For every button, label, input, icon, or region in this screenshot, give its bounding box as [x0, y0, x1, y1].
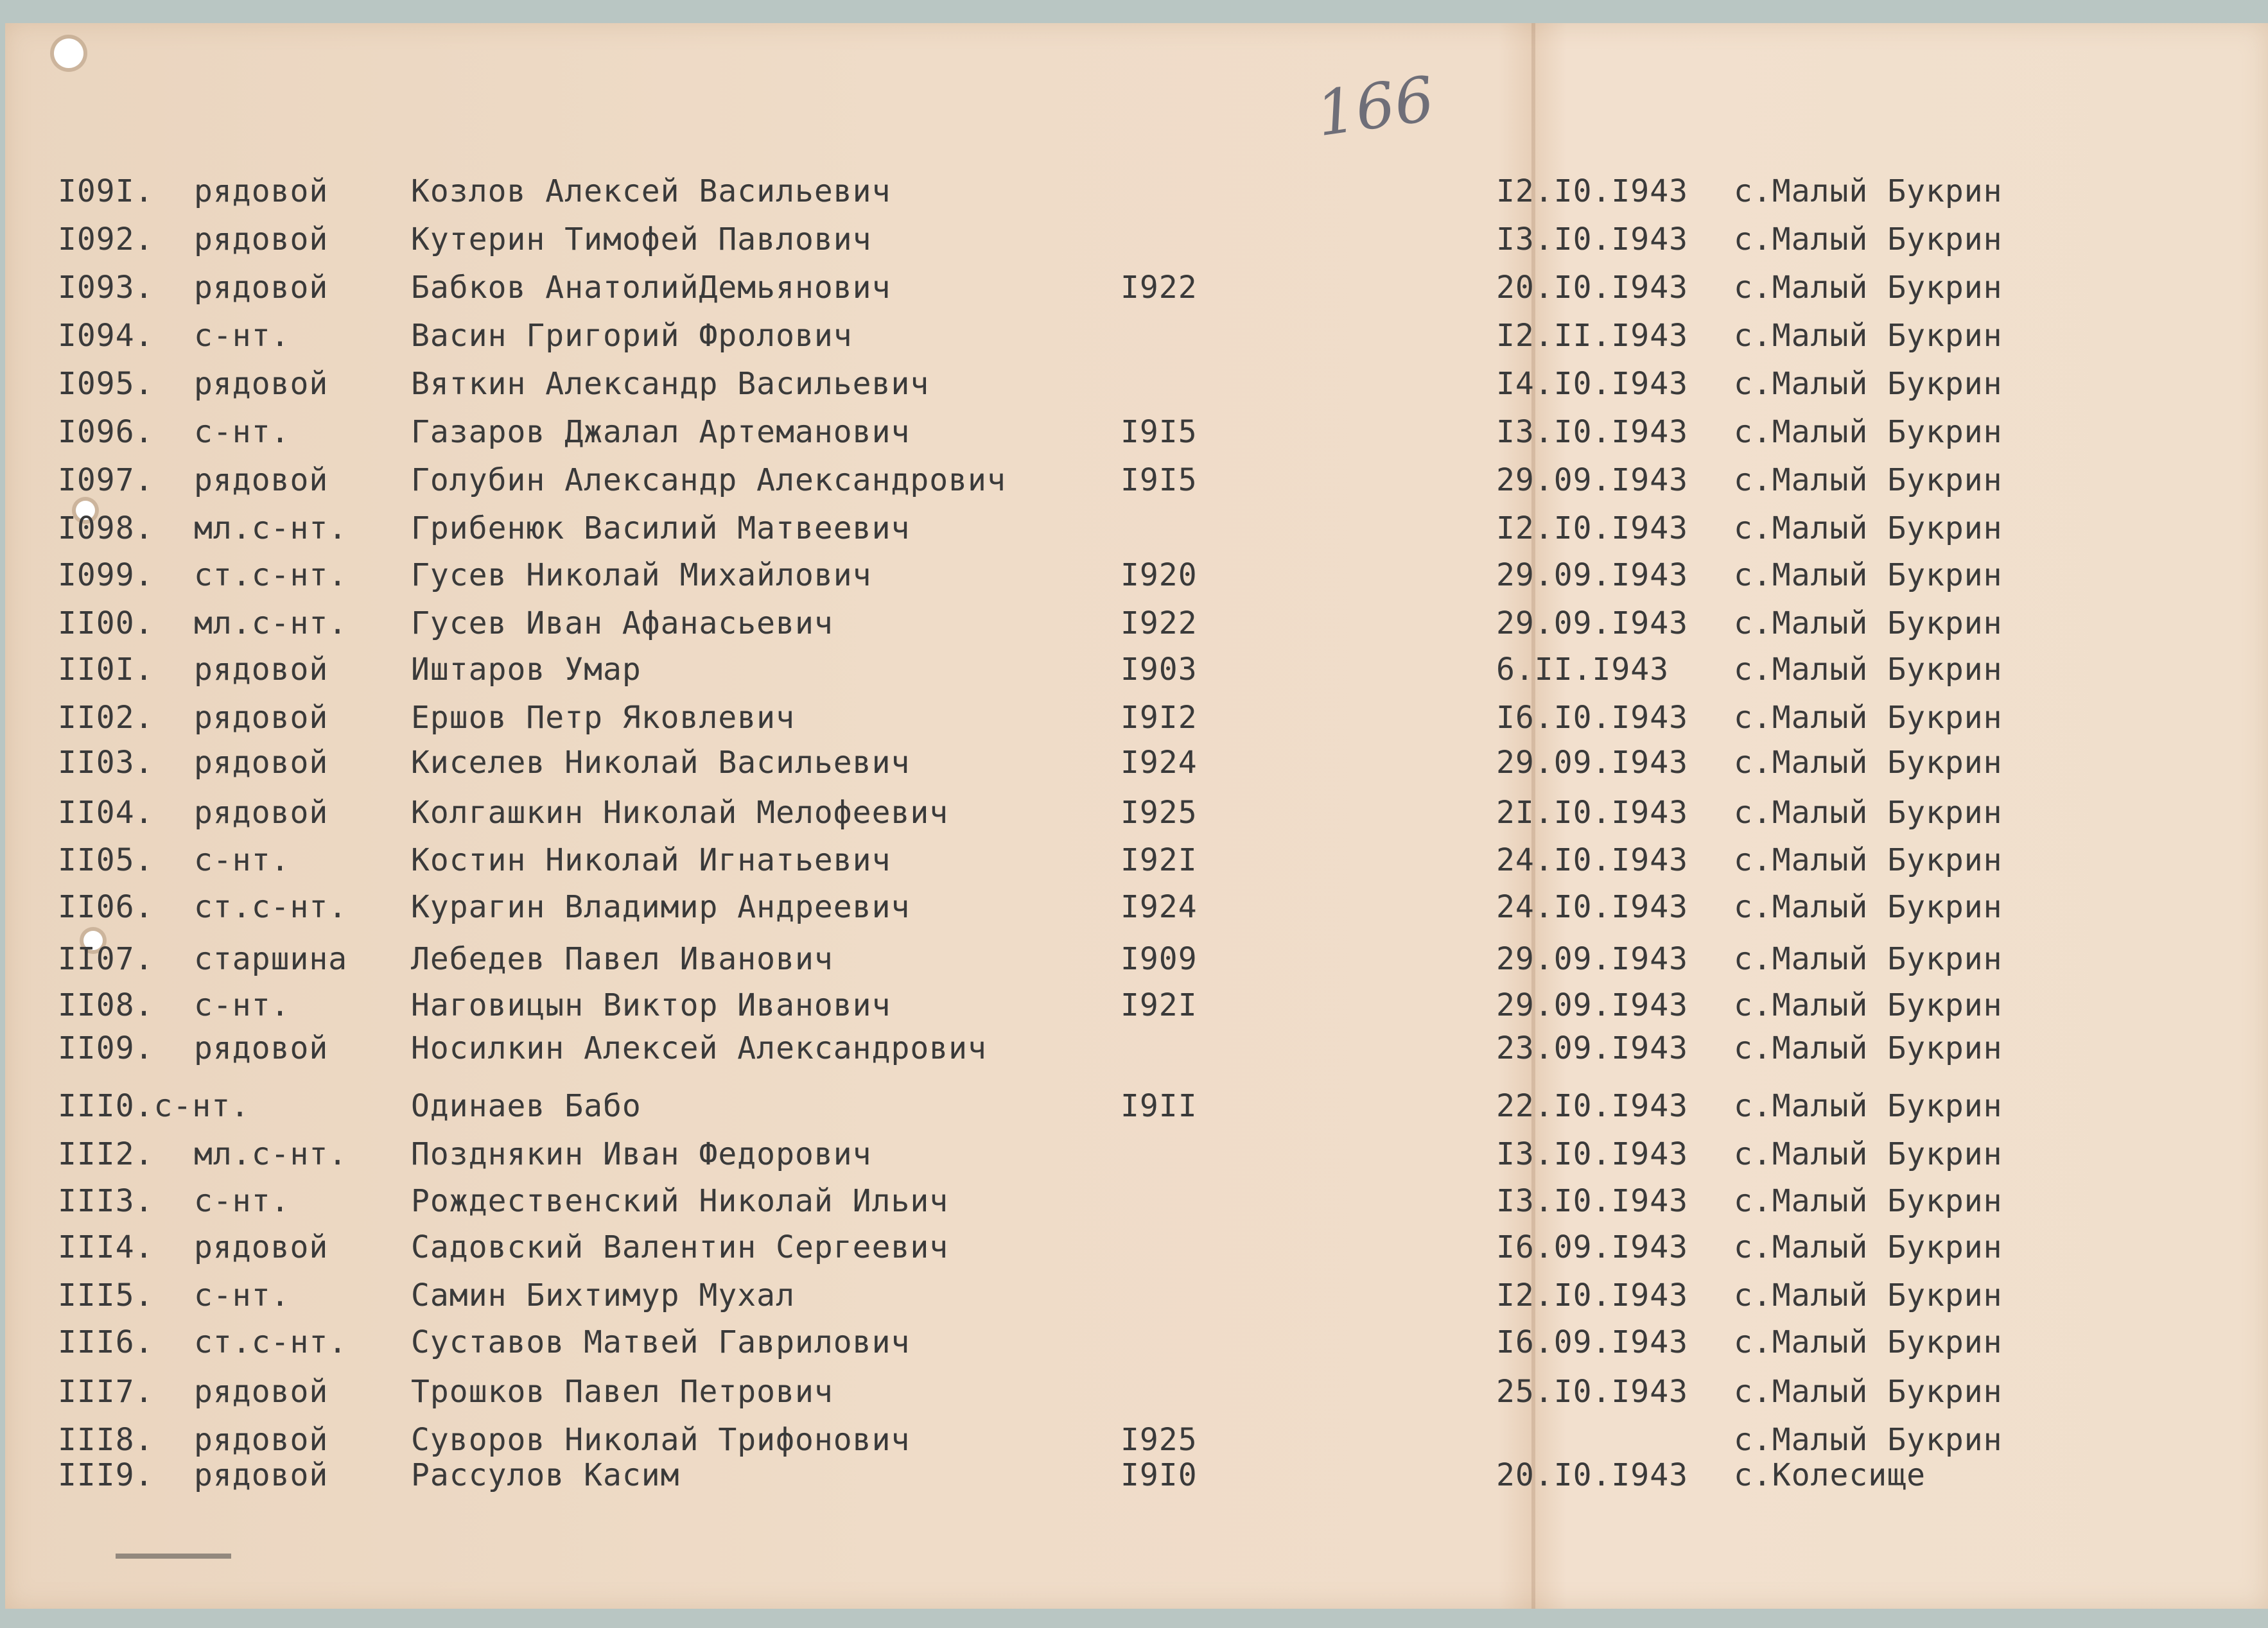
entry-date: 23.09.I943 — [1496, 1030, 1688, 1066]
entry-name: Кутерин Тимофей Павлович — [411, 221, 872, 257]
entry-place: с.Малый Букрин — [1734, 652, 2003, 688]
entry-birth-year: I9I0 — [1121, 1457, 1198, 1493]
entry-place: с.Малый Букрин — [1734, 1030, 2003, 1066]
entry-name: Киселев Николай Васильевич — [411, 745, 911, 781]
entry-number: III0.с-нт. — [58, 1088, 250, 1124]
entry-rank: рядовой — [194, 173, 329, 209]
entry-birth-year: I924 — [1121, 889, 1198, 925]
entry-date: 29.09.I943 — [1496, 941, 1688, 977]
entry-place: с.Малый Букрин — [1734, 1088, 2003, 1124]
entry-birth-year: I9I2 — [1121, 700, 1198, 736]
entry-name: Васин Григорий Фролович — [411, 318, 853, 354]
entry-rank: рядовой — [194, 1030, 329, 1066]
entry-rank: мл.с-нт. — [194, 605, 348, 641]
entry-name: Лебедев Павел Иванович — [411, 941, 833, 977]
entry-rank: с-нт. — [194, 987, 290, 1023]
entry-birth-year: I92I — [1121, 842, 1198, 878]
entry-rank: мл.с-нт. — [194, 1136, 348, 1172]
entry-name: Колгашкин Николай Мелофеевич — [411, 795, 949, 831]
entry-birth-year: I920 — [1121, 557, 1198, 593]
entry-rank: рядовой — [194, 1374, 329, 1410]
punch-hole — [54, 39, 83, 68]
entry-name: Козлов Алексей Васильевич — [411, 173, 891, 209]
entry-number: II08. — [58, 987, 154, 1023]
entry-birth-year: I909 — [1121, 941, 1198, 977]
entry-place: с.Малый Букрин — [1734, 462, 2003, 498]
entry-date: I6.09.I943 — [1496, 1324, 1688, 1360]
entry-place: с.Малый Букрин — [1734, 889, 2003, 925]
entry-place: с.Малый Букрин — [1734, 842, 2003, 878]
entry-number: I095. — [58, 366, 154, 402]
entry-name: Грибенюк Василий Матвеевич — [411, 510, 911, 546]
entry-name: Наговицын Виктор Иванович — [411, 987, 891, 1023]
entry-date: 24.I0.I943 — [1496, 889, 1688, 925]
entry-date: I3.I0.I943 — [1496, 1136, 1688, 1172]
entry-name: Рассулов Касим — [411, 1457, 680, 1493]
entry-date: 20.I0.I943 — [1496, 270, 1688, 306]
entry-date: I2.I0.I943 — [1496, 510, 1688, 546]
entry-number: II09. — [58, 1030, 154, 1066]
entry-rank: ст.с-нт. — [194, 889, 348, 925]
entry-number: II06. — [58, 889, 154, 925]
entry-date: 29.09.I943 — [1496, 462, 1688, 498]
entry-name: Курагин Владимир Андреевич — [411, 889, 911, 925]
entry-name: Бабков АнатолийДемьянович — [411, 270, 891, 306]
entry-name: Самин Бихтимур Мухал — [411, 1277, 795, 1313]
entry-place: с.Малый Букрин — [1734, 941, 2003, 977]
entry-birth-year: I9II — [1121, 1088, 1198, 1124]
entry-name: Гусев Иван Афанасьевич — [411, 605, 833, 641]
entry-rank: рядовой — [194, 652, 329, 688]
entry-birth-year: I903 — [1121, 652, 1198, 688]
entry-rank: рядовой — [194, 745, 329, 781]
entry-place: с.Малый Букрин — [1734, 1374, 2003, 1410]
entry-number: I09I. — [58, 173, 154, 209]
entry-number: III6. — [58, 1324, 154, 1360]
entry-date: 25.I0.I943 — [1496, 1374, 1688, 1410]
entry-rank: мл.с-нт. — [194, 510, 348, 546]
entry-place: с.Малый Букрин — [1734, 795, 2003, 831]
entry-place: с.Малый Букрин — [1734, 221, 2003, 257]
entry-date: 20.I0.I943 — [1496, 1457, 1688, 1493]
entry-date: I3.I0.I943 — [1496, 414, 1688, 450]
entry-number: I098. — [58, 510, 154, 546]
entry-date: 2I.I0.I943 — [1496, 795, 1688, 831]
entry-place: с.Малый Букрин — [1734, 318, 2003, 354]
entry-name: Суставов Матвей Гаврилович — [411, 1324, 911, 1360]
entry-number: III2. — [58, 1136, 154, 1172]
entry-date: I6.I0.I943 — [1496, 700, 1688, 736]
entry-number: III5. — [58, 1277, 154, 1313]
entry-place: с.Малый Букрин — [1734, 745, 2003, 781]
entry-place: с.Малый Букрин — [1734, 414, 2003, 450]
entry-place: с.Малый Букрин — [1734, 987, 2003, 1023]
entry-place: с.Малый Букрин — [1734, 366, 2003, 402]
entry-number: I099. — [58, 557, 154, 593]
entry-number: III9. — [58, 1457, 154, 1493]
entry-place: с.Малый Букрин — [1734, 1324, 2003, 1360]
entry-name: Суворов Николай Трифонович — [411, 1422, 911, 1458]
entry-rank: рядовой — [194, 700, 329, 736]
entry-date: I6.09.I943 — [1496, 1229, 1688, 1265]
entry-rank: ст.с-нт. — [194, 1324, 348, 1360]
entry-name: Газаров Джалал Артеманович — [411, 414, 911, 450]
entry-number: II07. — [58, 941, 154, 977]
entry-rank: рядовой — [194, 1457, 329, 1493]
entry-place: с.Малый Букрин — [1734, 1183, 2003, 1219]
entry-place: с.Малый Букрин — [1734, 557, 2003, 593]
entry-rank: ст.с-нт. — [194, 557, 348, 593]
entry-rank: рядовой — [194, 1229, 329, 1265]
entry-date: 29.09.I943 — [1496, 745, 1688, 781]
entry-rank: с-нт. — [194, 318, 290, 354]
entry-place: с.Колесище — [1734, 1457, 1926, 1493]
entry-date: 29.09.I943 — [1496, 987, 1688, 1023]
ink-smudge — [116, 1554, 231, 1559]
entry-name: Одинаев Бабо — [411, 1088, 641, 1124]
entry-place: с.Малый Букрин — [1734, 1422, 2003, 1458]
entry-number: II05. — [58, 842, 154, 878]
entry-name: Гусев Николай Михайлович — [411, 557, 872, 593]
entry-number: III7. — [58, 1374, 154, 1410]
entry-number: III4. — [58, 1229, 154, 1265]
entry-number: I094. — [58, 318, 154, 354]
entry-birth-year: I9I5 — [1121, 462, 1198, 498]
entry-place: с.Малый Букрин — [1734, 1277, 2003, 1313]
entry-name: Рождественский Николай Ильич — [411, 1183, 949, 1219]
entry-date: I2.I0.I943 — [1496, 173, 1688, 209]
entry-number: III3. — [58, 1183, 154, 1219]
entry-name: Ершов Петр Яковлевич — [411, 700, 795, 736]
entry-rank: с-нт. — [194, 842, 290, 878]
entry-name: Садовский Валентин Сергеевич — [411, 1229, 949, 1265]
entry-date: 29.09.I943 — [1496, 557, 1688, 593]
entry-name: Вяткин Александр Васильевич — [411, 366, 930, 402]
entry-rank: рядовой — [194, 795, 329, 831]
entry-rank: с-нт. — [194, 414, 290, 450]
entry-rank: рядовой — [194, 462, 329, 498]
page-number: 166 — [1312, 62, 1439, 151]
entry-birth-year: I925 — [1121, 1422, 1198, 1458]
entry-number: II03. — [58, 745, 154, 781]
entry-number: II04. — [58, 795, 154, 831]
entry-birth-year: I925 — [1121, 795, 1198, 831]
entry-date: I2.II.I943 — [1496, 318, 1688, 354]
entry-number: I092. — [58, 221, 154, 257]
entry-rank: рядовой — [194, 1422, 329, 1458]
entry-place: с.Малый Букрин — [1734, 510, 2003, 546]
entry-rank: рядовой — [194, 366, 329, 402]
entry-birth-year: I92I — [1121, 987, 1198, 1023]
entry-name: Иштаров Умар — [411, 652, 641, 688]
entry-date: I4.I0.I943 — [1496, 366, 1688, 402]
entry-name: Носилкин Алексей Александрович — [411, 1030, 987, 1066]
entry-date: I3.I0.I943 — [1496, 1183, 1688, 1219]
entry-date: 22.I0.I943 — [1496, 1088, 1688, 1124]
entry-place: с.Малый Букрин — [1734, 605, 2003, 641]
entry-date: 29.09.I943 — [1496, 605, 1688, 641]
entry-number: I093. — [58, 270, 154, 306]
entry-number: I096. — [58, 414, 154, 450]
entry-place: с.Малый Букрин — [1734, 270, 2003, 306]
entry-place: с.Малый Букрин — [1734, 173, 2003, 209]
entry-name: Трошков Павел Петрович — [411, 1374, 833, 1410]
entry-rank: с-нт. — [194, 1183, 290, 1219]
entry-number: I097. — [58, 462, 154, 498]
entry-number: II02. — [58, 700, 154, 736]
entry-birth-year: I922 — [1121, 605, 1198, 641]
entry-number: III8. — [58, 1422, 154, 1458]
entry-rank: старшина — [194, 941, 348, 977]
entry-rank: с-нт. — [194, 1277, 290, 1313]
entry-date: 6.II.I943 — [1496, 652, 1670, 688]
entry-place: с.Малый Букрин — [1734, 1229, 2003, 1265]
entry-name: Костин Николай Игнатьевич — [411, 842, 891, 878]
entry-name: Позднякин Иван Федорович — [411, 1136, 872, 1172]
entry-birth-year: I9I5 — [1121, 414, 1198, 450]
entry-rank: рядовой — [194, 221, 329, 257]
entry-date: I2.I0.I943 — [1496, 1277, 1688, 1313]
entry-date: I3.I0.I943 — [1496, 221, 1688, 257]
entry-rank: рядовой — [194, 270, 329, 306]
entry-name: Голубин Александр Александрович — [411, 462, 1006, 498]
entry-place: с.Малый Букрин — [1734, 1136, 2003, 1172]
entry-birth-year: I924 — [1121, 745, 1198, 781]
entry-number: II0I. — [58, 652, 154, 688]
entry-date: 24.I0.I943 — [1496, 842, 1688, 878]
entry-number: II00. — [58, 605, 154, 641]
entry-birth-year: I922 — [1121, 270, 1198, 306]
entry-place: с.Малый Букрин — [1734, 700, 2003, 736]
